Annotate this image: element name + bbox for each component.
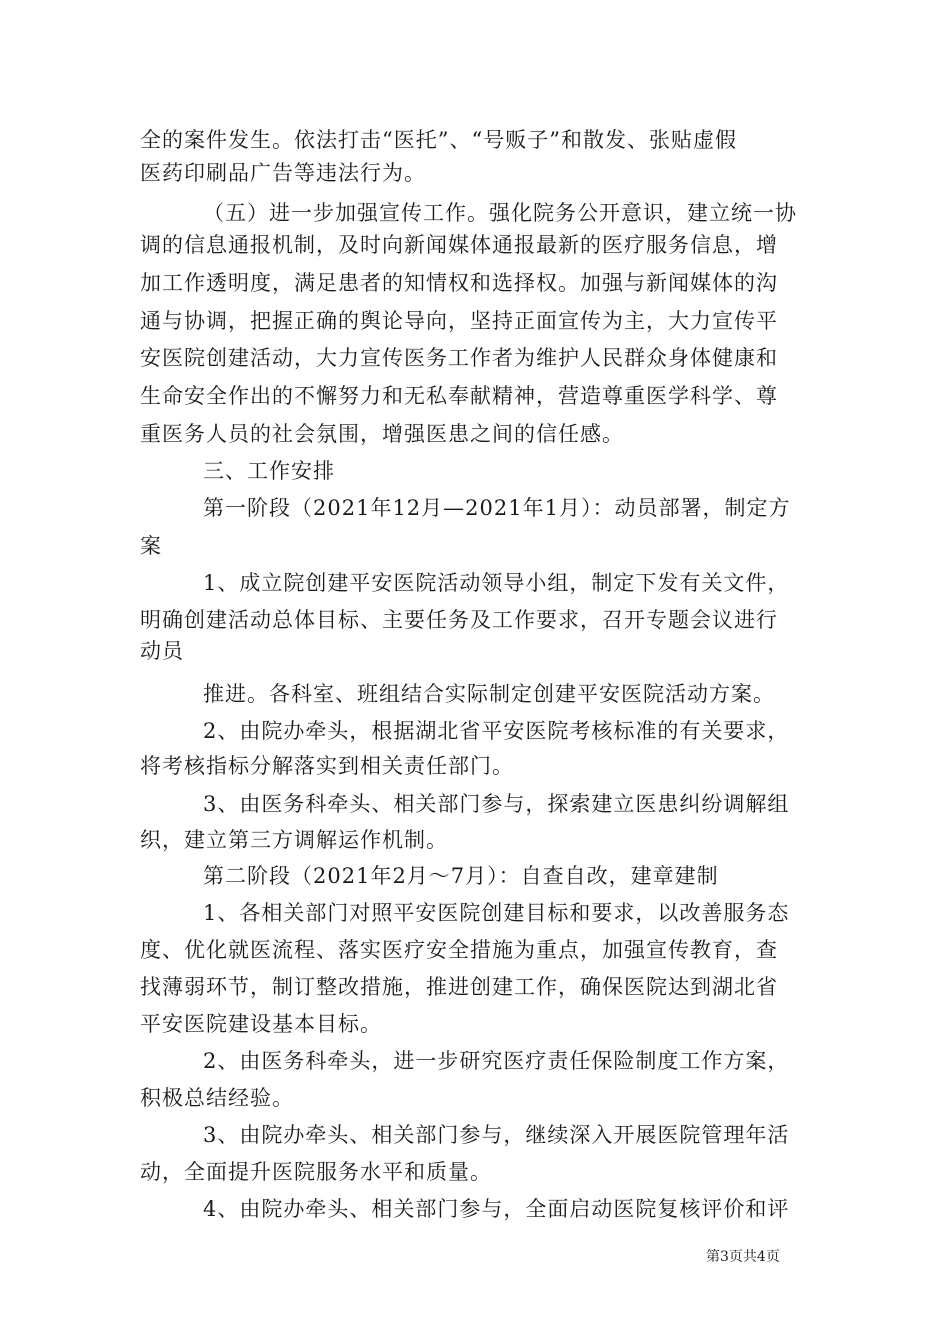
text-line-12: 案 [140, 534, 162, 558]
text-line-8: 生命安全作出的不懈努力和无私奉献精神，营造尊重医学科学、尊 [140, 384, 778, 408]
text-line-3: （五）进一步加强宣传工作。强化院务公开意识，建立统一协 [203, 201, 797, 225]
text-line-28: 3、由院办牵头、相关部门参与，继续深入开展医院管理年活 [203, 1123, 790, 1147]
text-line-18: 将考核指标分解落实到相关责任部门。 [140, 754, 514, 778]
text-line-14: 明确创建活动总体目标、主要任务及工作要求，召开专题会议进行 [140, 608, 778, 632]
text-line-9: 重医务人员的社会氛围，增强医患之间的信任感。 [140, 422, 624, 446]
text-line-13: 1、成立院创建平安医院活动领导小组，制定下发有关文件， [203, 571, 790, 595]
text-line-25: 平安医院建设基本目标。 [140, 1012, 382, 1036]
text-line-1: 全的案件发生。依法打击“医托”、“号贩子”和散发、张贴虚假 [140, 128, 737, 152]
text-line-4: 调的信息通报机制，及时向新闻媒体通报最新的医疗服务信息，增 [140, 233, 778, 257]
text-line-6: 通与协调，把握正确的舆论导向，坚持正面宣传为主，大力宣传平 [140, 309, 778, 333]
text-line-2: 医药印刷品广告等违法行为。 [140, 161, 426, 185]
text-line-11: 第一阶段（2021年12月—2021年1月）：动员部署，制定方 [203, 496, 791, 520]
text-line-21: 第二阶段（2021年2月～7月）：自查自改，建章建制 [203, 864, 719, 888]
text-line-5: 加工作透明度，满足患者的知情权和选择权。加强与新闻媒体的沟 [140, 271, 778, 295]
text-line-30: 4、由院办牵头、相关部门参与，全面启动医院复核评价和评 [203, 1197, 790, 1221]
text-line-20: 织，建立第三方调解运作机制。 [140, 828, 448, 852]
text-line-27: 积极总结经验。 [140, 1086, 294, 1110]
text-line-26: 2、由医务科牵头，进一步研究医疗责任保险制度工作方案， [203, 1049, 790, 1073]
page-number-footer: 第3页共4页 [706, 1249, 780, 1265]
text-line-15: 动员 [140, 639, 184, 663]
section-heading: 三、工作安排 [203, 459, 335, 483]
text-line-19: 3、由医务科牵头、相关部门参与，探索建立医患纠纷调解组 [203, 792, 790, 816]
text-line-23: 度、优化就医流程、落实医疗安全措施为重点，加强宣传教育，查 [140, 938, 778, 962]
text-line-16: 推进。各科室、班组结合实际制定创建平安医院活动方案。 [203, 682, 775, 706]
text-line-24: 找薄弱环节，制订整改措施，推进创建工作，确保医院达到湖北省 [140, 975, 778, 999]
text-line-7: 安医院创建活动，大力宣传医务工作者为维护人民群众身体健康和 [140, 346, 778, 370]
text-line-22: 1、各相关部门对照平安医院创建目标和要求，以改善服务态 [203, 901, 790, 925]
text-line-29: 动，全面提升医院服务水平和质量。 [140, 1160, 492, 1184]
text-line-17: 2、由院办牵头，根据湖北省平安医院考核标准的有关要求， [203, 719, 790, 743]
